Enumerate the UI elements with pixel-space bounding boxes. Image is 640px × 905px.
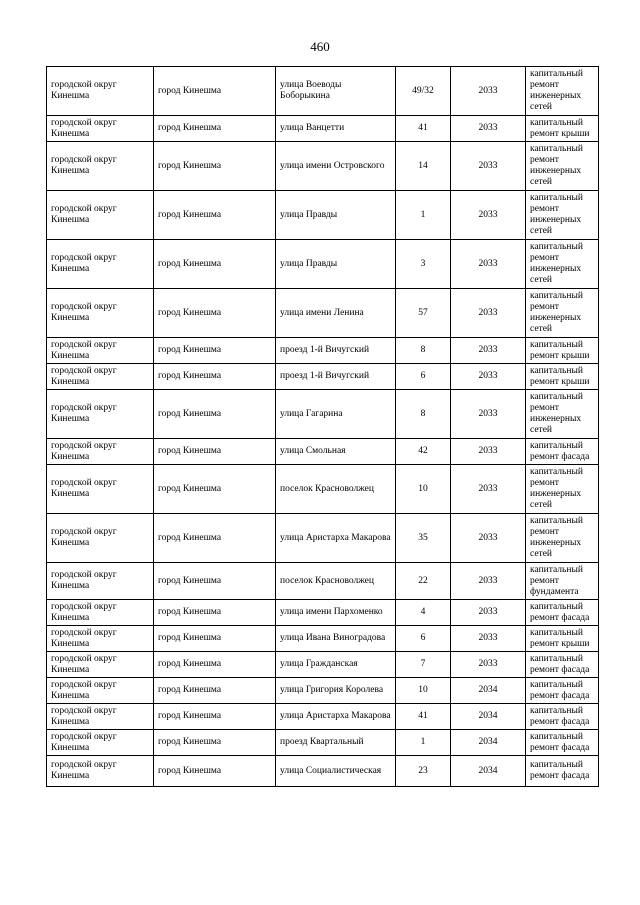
city-cell: город Кинешма: [154, 240, 276, 289]
house-number-cell: 8: [396, 338, 451, 364]
house-number-cell: 6: [396, 364, 451, 390]
year-cell: 2033: [451, 289, 526, 338]
street-cell: улица Правды: [276, 240, 396, 289]
city-cell: город Кинешма: [154, 67, 276, 116]
house-number-cell: 49/32: [396, 67, 451, 116]
street-cell: проезд 1-й Вичугский: [276, 338, 396, 364]
table-row: [47, 514, 599, 563]
year-cell: 2033: [451, 191, 526, 240]
city-cell: город Кинешма: [154, 289, 276, 338]
work-type-cell: капитальный ремонт фундамента: [526, 563, 599, 600]
year-cell: 2033: [451, 626, 526, 652]
house-number-cell: 10: [396, 678, 451, 704]
table-row: [47, 465, 599, 514]
work-type-cell: капитальный ремонт инженерных сетей: [526, 240, 599, 289]
work-type-cell: капитальный ремонт инженерных сетей: [526, 142, 599, 191]
district-cell: городской округ Кинешма: [47, 563, 154, 600]
street-cell: улица Социалистическая: [276, 756, 396, 787]
year-cell: 2033: [451, 439, 526, 465]
table-row: [47, 730, 599, 756]
year-cell: 2033: [451, 240, 526, 289]
year-cell: 2034: [451, 704, 526, 730]
city-cell: город Кинешма: [154, 563, 276, 600]
district-cell: городской округ Кинешма: [47, 678, 154, 704]
year-cell: 2033: [451, 563, 526, 600]
table-row: [47, 626, 599, 652]
table-row: [47, 704, 599, 730]
district-cell: городской округ Кинешма: [47, 514, 154, 563]
city-cell: город Кинешма: [154, 756, 276, 787]
city-cell: город Кинешма: [154, 514, 276, 563]
table-row: [47, 289, 599, 338]
district-cell: городской округ Кинешма: [47, 289, 154, 338]
repair-schedule-table: [46, 66, 599, 787]
work-type-cell: капитальный ремонт фасада: [526, 678, 599, 704]
district-cell: городской округ Кинешма: [47, 67, 154, 116]
street-cell: улица Аристарха Макарова: [276, 514, 396, 563]
table-body: [47, 67, 599, 787]
street-cell: поселок Красноволжец: [276, 465, 396, 514]
district-cell: городской округ Кинешма: [47, 240, 154, 289]
table-row: [47, 600, 599, 626]
house-number-cell: 8: [396, 390, 451, 439]
street-cell: проезд Квартальный: [276, 730, 396, 756]
city-cell: город Кинешма: [154, 364, 276, 390]
table-row: [47, 191, 599, 240]
street-cell: улица Смольная: [276, 439, 396, 465]
work-type-cell: капитальный ремонт крыши: [526, 364, 599, 390]
district-cell: городской округ Кинешма: [47, 465, 154, 514]
street-cell: проезд 1-й Вичугский: [276, 364, 396, 390]
city-cell: город Кинешма: [154, 730, 276, 756]
work-type-cell: капитальный ремонт крыши: [526, 116, 599, 142]
street-cell: улица имени Ленина: [276, 289, 396, 338]
city-cell: город Кинешма: [154, 390, 276, 439]
street-cell: улица имени Пархоменко: [276, 600, 396, 626]
house-number-cell: 41: [396, 704, 451, 730]
district-cell: городской округ Кинешма: [47, 116, 154, 142]
house-number-cell: 1: [396, 730, 451, 756]
work-type-cell: капитальный ремонт фасада: [526, 439, 599, 465]
work-type-cell: капитальный ремонт крыши: [526, 338, 599, 364]
city-cell: город Кинешма: [154, 652, 276, 678]
house-number-cell: 3: [396, 240, 451, 289]
work-type-cell: капитальный ремонт инженерных сетей: [526, 514, 599, 563]
street-cell: улица Гагарина: [276, 390, 396, 439]
city-cell: город Кинешма: [154, 678, 276, 704]
district-cell: городской округ Кинешма: [47, 704, 154, 730]
house-number-cell: 7: [396, 652, 451, 678]
table-row: [47, 338, 599, 364]
district-cell: городской округ Кинешма: [47, 652, 154, 678]
house-number-cell: 14: [396, 142, 451, 191]
district-cell: городской округ Кинешма: [47, 142, 154, 191]
year-cell: 2033: [451, 514, 526, 563]
city-cell: город Кинешма: [154, 116, 276, 142]
year-cell: 2033: [451, 364, 526, 390]
year-cell: 2033: [451, 338, 526, 364]
work-type-cell: капитальный ремонт инженерных сетей: [526, 390, 599, 439]
table-row: [47, 439, 599, 465]
house-number-cell: 57: [396, 289, 451, 338]
house-number-cell: 23: [396, 756, 451, 787]
street-cell: улица Григория Королева: [276, 678, 396, 704]
house-number-cell: 4: [396, 600, 451, 626]
house-number-cell: 35: [396, 514, 451, 563]
page-number: 460: [310, 39, 330, 54]
street-cell: улица Аристарха Макарова: [276, 704, 396, 730]
district-cell: городской округ Кинешма: [47, 439, 154, 465]
district-cell: городской округ Кинешма: [47, 191, 154, 240]
house-number-cell: 42: [396, 439, 451, 465]
table-row: [47, 364, 599, 390]
year-cell: 2034: [451, 730, 526, 756]
year-cell: 2033: [451, 116, 526, 142]
house-number-cell: 22: [396, 563, 451, 600]
district-cell: городской округ Кинешма: [47, 364, 154, 390]
table-row: [47, 67, 599, 116]
year-cell: 2034: [451, 756, 526, 787]
work-type-cell: капитальный ремонт инженерных сетей: [526, 465, 599, 514]
year-cell: 2033: [451, 67, 526, 116]
work-type-cell: капитальный ремонт фасада: [526, 600, 599, 626]
table-row: [47, 116, 599, 142]
city-cell: город Кинешма: [154, 338, 276, 364]
district-cell: городской округ Кинешма: [47, 626, 154, 652]
street-cell: улица Правды: [276, 191, 396, 240]
city-cell: город Кинешма: [154, 439, 276, 465]
house-number-cell: 1: [396, 191, 451, 240]
house-number-cell: 6: [396, 626, 451, 652]
street-cell: улица Ивана Виноградова: [276, 626, 396, 652]
work-type-cell: капитальный ремонт инженерных сетей: [526, 289, 599, 338]
work-type-cell: капитальный ремонт фасада: [526, 730, 599, 756]
city-cell: город Кинешма: [154, 465, 276, 514]
year-cell: 2034: [451, 678, 526, 704]
year-cell: 2033: [451, 652, 526, 678]
table-row: [47, 563, 599, 600]
house-number-cell: 41: [396, 116, 451, 142]
district-cell: городской округ Кинешма: [47, 600, 154, 626]
street-cell: поселок Красноволжец: [276, 563, 396, 600]
year-cell: 2033: [451, 600, 526, 626]
district-cell: городской округ Кинешма: [47, 730, 154, 756]
table-row: [47, 756, 599, 787]
table-row: [47, 390, 599, 439]
work-type-cell: капитальный ремонт инженерных сетей: [526, 191, 599, 240]
table-row: [47, 142, 599, 191]
district-cell: городской округ Кинешма: [47, 390, 154, 439]
year-cell: 2033: [451, 465, 526, 514]
table-row: [47, 678, 599, 704]
district-cell: городской округ Кинешма: [47, 756, 154, 787]
work-type-cell: капитальный ремонт фасада: [526, 756, 599, 787]
year-cell: 2033: [451, 390, 526, 439]
city-cell: город Кинешма: [154, 600, 276, 626]
street-cell: улица Ванцетти: [276, 116, 396, 142]
street-cell: улица Гражданская: [276, 652, 396, 678]
work-type-cell: капитальный ремонт инженерных сетей: [526, 67, 599, 116]
house-number-cell: 10: [396, 465, 451, 514]
street-cell: улица имени Островского: [276, 142, 396, 191]
table-row: [47, 240, 599, 289]
city-cell: город Кинешма: [154, 191, 276, 240]
city-cell: город Кинешма: [154, 626, 276, 652]
work-type-cell: капитальный ремонт фасада: [526, 704, 599, 730]
district-cell: городской округ Кинешма: [47, 338, 154, 364]
table-row: [47, 652, 599, 678]
year-cell: 2033: [451, 142, 526, 191]
work-type-cell: капитальный ремонт крыши: [526, 626, 599, 652]
city-cell: город Кинешма: [154, 142, 276, 191]
work-type-cell: капитальный ремонт фасада: [526, 652, 599, 678]
city-cell: город Кинешма: [154, 704, 276, 730]
street-cell: улица Воеводы Боборыкина: [276, 67, 396, 116]
